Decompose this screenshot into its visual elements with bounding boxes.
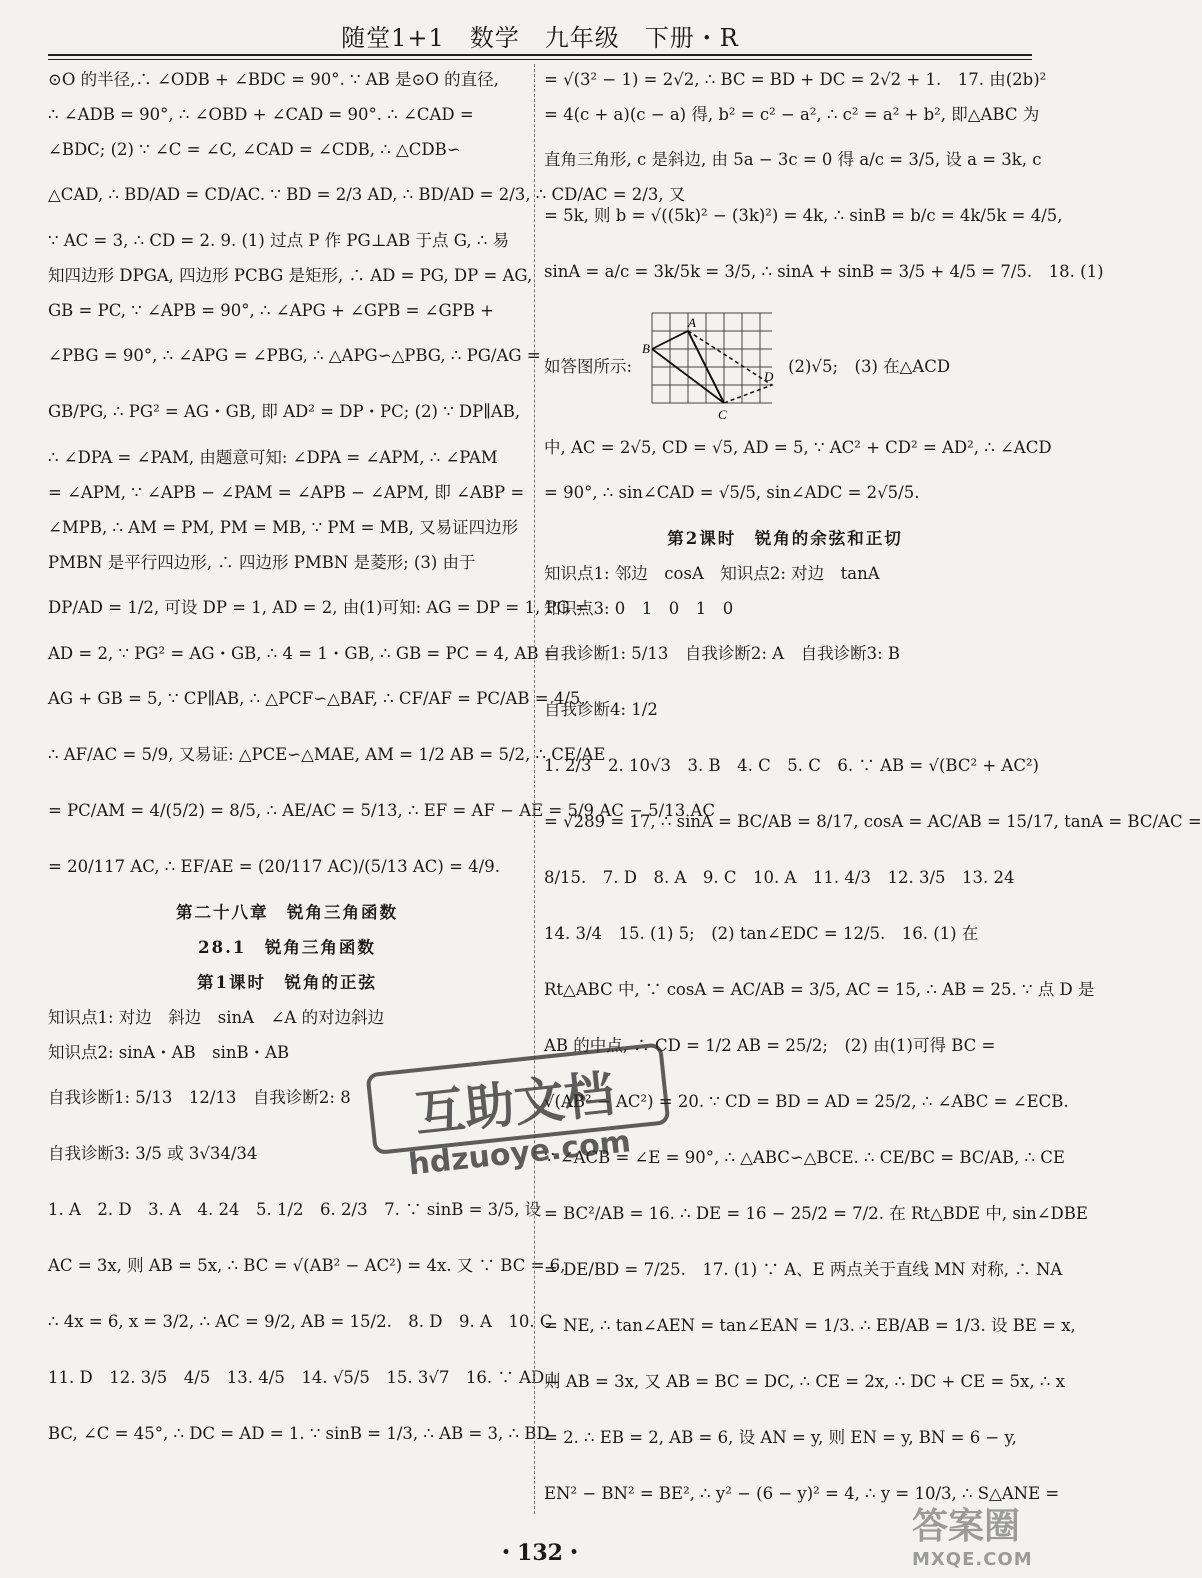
text-line: AG + GB = 5, ∵ CP∥AB, ∴ △PCF∽△BAF, ∴ CF/AF = PC/AB = 4/5,	[48, 689, 586, 708]
text-line: △CAD, ∴ BD/AD = CD/AC. ∵ BD = 2/3 AD, ∴ BD/AD = 2/3, ∴ CD/AC = 2/3, 又	[48, 185, 686, 204]
text-line: 知识点1: 邻边 cosA 知识点2: 对边 tanA	[544, 564, 880, 583]
text-line: ∵ ∠ACB = ∠E = 90°, ∴ △ABC∽△BCE. ∴ CE/BC = BC/AB, ∴ CE	[544, 1148, 1065, 1167]
text-line: 知识点3: 0 1 0 1 0	[544, 599, 734, 618]
text-line: 第二十八章 锐角三角函数	[176, 903, 398, 922]
text-line: 第1课时 锐角的正弦	[197, 973, 377, 992]
text-line: BC, ∠C = 45°, ∴ DC = AD = 1. ∵ sinB = 1/3, ∴ AB = 3, ∴ BD	[48, 1424, 550, 1443]
text-line: EN² − BN² = BE², ∴ y² − (6 − y)² = 4, ∴ y = 10/3, ∴ S△ANE =	[544, 1484, 1060, 1503]
text-line: 11. D 12. 3/5 4/5 13. 4/5 14. √5/5 15. 3√7 16. ∵ AD⊥	[48, 1368, 560, 1387]
text-line: = √289 = 17, ∴ sinA = BC/AB = 8/17, cosA = AC/AB = 15/17, tanA = BC/AC =	[544, 812, 1202, 831]
text-line: PMBN 是平行四边形, ∴ 四边形 PMBN 是菱形; (3) 由于	[48, 553, 476, 572]
text-line: 则 AB = 3x, 又 AB = BC = DC, ∴ CE = 2x, ∴ DC + CE = 5x, ∴ x	[544, 1372, 1065, 1391]
text-line: AD = 2, ∵ PG² = AG・GB, ∴ 4 = 1・GB, ∴ GB = PC = 4, AB =	[48, 644, 558, 663]
text-line: = 5k, 则 b = √((5k)² − (3k)²) = 4k, ∴ sinB = b/c = 4k/5k = 4/5,	[544, 206, 1063, 225]
text-line: 8/15. 7. D 8. A 9. C 10. A 11. 4/3 12. 3/5 13. 24	[544, 868, 1015, 887]
text-line: 自我诊断1: 5/13 12/13 自我诊断2: 8	[48, 1088, 351, 1107]
text-line: 1. A 2. D 3. A 4. 24 5. 1/2 6. 2/3 7. ∵ sinB = 3/5, 设	[48, 1200, 542, 1219]
corner-logo: 答案圈 MXQE.COM	[912, 1506, 1033, 1570]
watermark-url: hdzuoye.com	[406, 1124, 633, 1183]
text-line: 自我诊断3: 3/5 或 3√34/34	[48, 1144, 258, 1163]
text-line: = 4(c + a)(c − a) 得, b² = c² − a², ∴ c² = a² + b², 即△ABC 为	[544, 105, 1040, 124]
text-line: sinA = a/c = 3k/5k = 3/5, ∴ sinA + sinB = 3/5 + 4/5 = 7/5. 18. (1)	[544, 262, 1104, 281]
text-line: 1. 2/3 2. 10√3 3. B 4. C 5. C 6. ∵ AB = √(BC² + AC²)	[544, 756, 1039, 775]
text-line: 知识点2: sinA・AB sinB・AB	[48, 1043, 290, 1062]
grid-diagram	[644, 309, 776, 421]
label-d: D	[764, 369, 774, 384]
header-rule	[48, 54, 1032, 56]
text-line: 自我诊断4: 1/2	[544, 700, 658, 719]
text-line: 直角三角形, c 是斜边, 由 5a − 3c = 0 得 a/c = 3/5, 设 a = 3k, c	[544, 150, 1042, 169]
page-header: 随堂1+1 数学 九年级 下册・R	[341, 24, 739, 52]
watermark-title: 互助文档	[412, 1064, 617, 1144]
page-number: ・132・	[495, 1540, 585, 1566]
right-column	[544, 62, 1202, 1522]
text-line: ∠BDC; (2) ∵ ∠C = ∠C, ∠CAD = ∠CDB, ∴ △CDB∽	[48, 140, 461, 159]
text-line: 28.1 锐角三角函数	[198, 938, 376, 957]
text-line: = DE/BD = 7/25. 17. (1) ∵ A、E 两点关于直线 MN 对称, ∴ NA	[544, 1260, 1063, 1279]
text-line: ∠PBG = 90°, ∴ ∠APG = ∠PBG, ∴ △APG∽△PBG, ∴ PG/AG =	[48, 346, 541, 365]
text-line: GB/PG, ∴ PG² = AG・GB, 即 AD² = DP・PC; (2) ∵ DP∥AB,	[48, 402, 521, 421]
diagram-caption: 如答图所示:	[544, 357, 633, 376]
label-c: C	[718, 407, 727, 422]
text-line: = 90°, ∴ sin∠CAD = √5/5, sin∠ADC = 2√5/5.	[544, 483, 920, 502]
text-line: = BC²/AB = 16. ∴ DE = 16 − 25/2 = 7/2. 在 Rt△BDE 中, sin∠DBE	[544, 1204, 1088, 1223]
text-line: = NE, ∴ tan∠AEN = tan∠EAN = 1/3. ∴ EB/AB = 1/3. 设 BE = x,	[544, 1316, 1076, 1335]
text-line: ∴ ∠DPA = ∠PAM, 由题意可知: ∠DPA = ∠APM, ∴ ∠PAM	[48, 448, 498, 467]
text-line: 知识点1: 对边 斜边 sinA ∠A 的对边斜边	[48, 1008, 385, 1027]
text-line: = √(3² − 1) = 2√2, ∴ BC = BD + DC = 2√2 + 1. 17. 由(2b)²	[544, 70, 1047, 89]
diagram-followup: (2)√5; (3) 在△ACD	[788, 357, 951, 376]
text-line: ∠MPB, ∴ AM = PM, PM = MB, ∵ PM = MB, 又易证四边形	[48, 518, 519, 537]
text-line: 知四边形 DPGA, 四边形 PCBG 是矩形, ∴ AD = PG, DP = AG,	[48, 266, 533, 285]
label-a: A	[688, 315, 697, 330]
text-line: AC = 3x, 则 AB = 5x, ∴ BC = √(AB² − AC²) = 4x. 又 ∵ BC = 6,	[48, 1256, 566, 1275]
answer-diagram-row	[544, 300, 1026, 430]
text-line: ∵ AC = 3, ∴ CD = 2. 9. (1) 过点 P 作 PG⊥AB 于点 G, ∴ 易	[48, 231, 510, 250]
text-line: Rt△ABC 中, ∵ cosA = AC/AB = 3/5, AC = 15, ∴ AB = 25. ∵ 点 D 是	[544, 980, 1095, 999]
text-line: 自我诊断1: 5/13 自我诊断2: A 自我诊断3: B	[544, 644, 900, 663]
text-line: ⊙O 的半径,∴ ∠ODB + ∠BDC = 90°. ∵ AB 是⊙O 的直径,	[48, 70, 499, 89]
text-line: ∴ AF/AC = 5/9, 又易证: △PCE∽△MAE, AM = 1/2 AB = 5/2, ∴ CE/AE	[48, 745, 606, 764]
text-line: 第2课时 锐角的余弦和正切	[667, 529, 903, 548]
text-line: DP/AD = 1/2, 可设 DP = 1, AD = 2, 由(1)可知: AG = DP = 1, PG =	[48, 598, 589, 617]
text-line: 中, AC = 2√5, CD = √5, AD = 5, ∵ AC² + CD² = AD², ∴ ∠ACD	[544, 438, 1052, 457]
text-line: √(AB² − AC²) = 20. ∵ CD = BD = AD = 25/2, ∴ ∠ABC = ∠ECB.	[544, 1092, 1069, 1111]
text-line: AB 的中点, ∴ CD = 1/2 AB = 25/2; (2) 由(1)可得 BC =	[544, 1036, 996, 1055]
text-line: = ∠APM, ∵ ∠APB − ∠PAM = ∠APB − ∠APM, 即 ∠ABP =	[48, 483, 525, 502]
text-line: 14. 3/4 15. (1) 5; (2) tan∠EDC = 12/5. 16. (1) 在	[544, 924, 979, 943]
text-line: ∴ 4x = 6, x = 3/2, ∴ AC = 9/2, AB = 15/2. 8. D 9. A 10. C	[48, 1312, 553, 1331]
text-line: = 20/117 AC, ∴ EF/AE = (20/117 AC)/(5/13 AC) = 4/9.	[48, 857, 500, 876]
text-line: ∴ ∠ADB = 90°, ∴ ∠OBD + ∠CAD = 90°. ∴ ∠CAD =	[48, 105, 474, 124]
text-line: = PC/AM = 4/(5/2) = 8/5, ∴ AE/AC = 5/13, ∴ EF = AF − AE = 5/9 AC − 5/13 AC	[48, 801, 715, 820]
text-line: = 2. ∴ EB = 2, AB = 6, 设 AN = y, 则 EN = y, BN = 6 − y,	[544, 1428, 1017, 1447]
header-rule-thin	[48, 59, 1032, 60]
label-b: B	[642, 341, 651, 356]
column-divider	[534, 64, 535, 1514]
text-line: GB = PC, ∵ ∠APB = 90°, ∴ ∠APG + ∠GPB = ∠GPB +	[48, 301, 494, 320]
